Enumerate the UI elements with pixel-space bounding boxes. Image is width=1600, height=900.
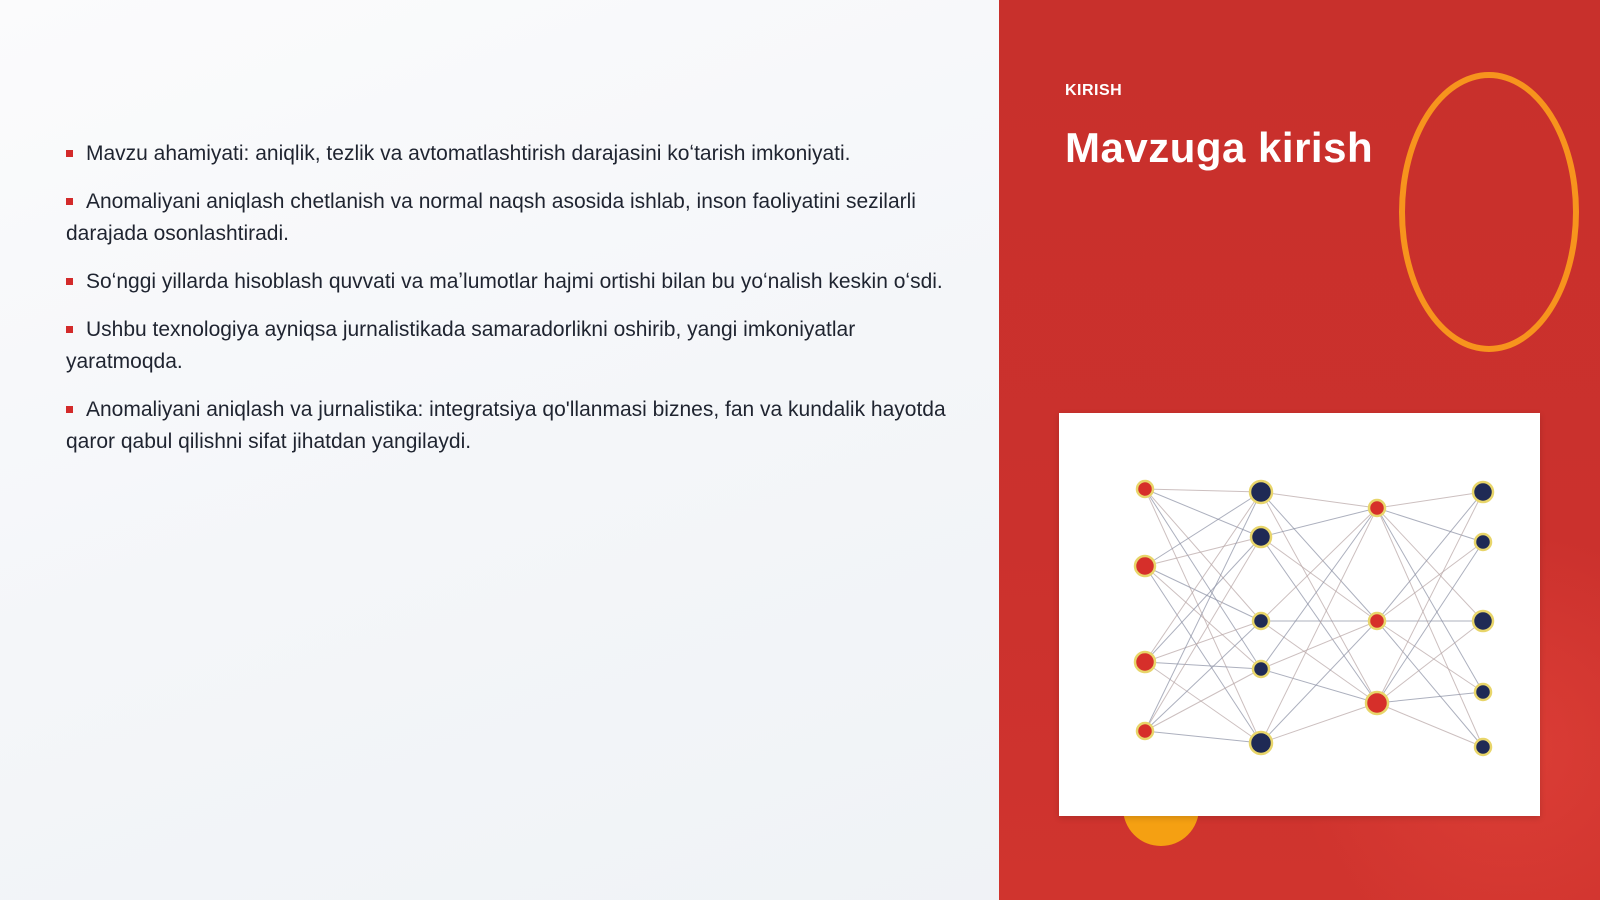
network-node-navy [1475,739,1491,755]
network-node-red [1137,481,1153,497]
network-edge [1261,537,1377,621]
bullet-text: Anomaliyani aniqlash chetlanish va normal naqsh asosida ishlab, inson faoliyatini sezilarli darajada osonlashtiradi. [66,190,916,245]
decorative-ring [1399,72,1579,352]
neural-network-image [1059,413,1540,816]
network-edge [1145,489,1261,537]
network-node-red [1369,613,1385,629]
network-edge [1145,566,1261,621]
network-edge [1261,508,1377,743]
network-node-red [1137,723,1153,739]
network-node-red [1366,692,1388,714]
network-edge [1261,537,1377,703]
network-node-red [1135,556,1155,576]
network-node-navy [1475,684,1491,700]
square-bullet-icon [66,278,73,285]
network-edge [1145,662,1261,669]
network-edge [1377,508,1483,692]
square-bullet-icon [66,198,73,205]
bullet-item [66,314,946,378]
network-edge [1377,621,1483,703]
title-panel [999,0,1600,900]
network-edge [1377,542,1483,703]
network-edge [1377,492,1483,703]
network-edge [1145,492,1261,662]
square-bullet-icon [66,406,73,413]
network-edge [1261,492,1377,508]
square-bullet-icon [66,150,73,157]
network-edge [1377,542,1483,621]
network-edge [1145,537,1261,566]
bullet-item [66,266,946,298]
network-node-navy [1250,732,1272,754]
network-edge [1261,669,1377,703]
network-edge [1377,508,1483,747]
network-edge [1377,621,1483,747]
network-edge [1377,492,1483,621]
network-node-navy [1253,613,1269,629]
bullet-text: Mavzu ahamiyati: aniqlik, tezlik va avtomatlashtirish darajasini koʻtarish imkoniyati. [86,142,851,165]
bullet-list [66,138,946,458]
bullet-text: Anomaliyani aniqlash va jurnalistika: integratsiya qo'llanmasi biznes, fan va kundalik hayotda qaror qabul qilishni sifat jihatdan yangilaydi. [66,398,946,453]
network-edge [1145,489,1261,492]
slide-title: Mavzuga kirish [1065,124,1374,171]
bullet-content [66,138,946,474]
network-edge [1145,669,1261,731]
network-edge [1261,621,1377,743]
network-node-navy [1473,611,1493,631]
neural-network-illustration-icon [1059,413,1540,816]
network-edge [1145,566,1261,743]
network-node-red [1369,500,1385,516]
bullet-item [66,186,946,250]
network-edge [1377,492,1483,508]
bullet-text: Ushbu texnologiya ayniqsa jurnalistikada samaradorlikni oshirib, yangi imkoniyatlar yaratmoqda. [66,318,856,373]
network-edge [1377,703,1483,747]
network-node-navy [1475,534,1491,550]
network-node-red [1135,652,1155,672]
network-edge [1261,703,1377,743]
section-label: KIRISH [1065,82,1123,99]
bullet-item [66,138,946,170]
network-node-navy [1250,481,1272,503]
network-edge [1377,621,1483,692]
square-bullet-icon [66,326,73,333]
network-edge [1261,492,1377,621]
network-node-navy [1253,661,1269,677]
network-edge [1261,492,1377,703]
bullet-item [66,394,946,458]
network-edge [1145,621,1261,731]
bullet-text: Soʻnggi yillarda hisoblash quvvati va maʼlumotlar hajmi ortishi bilan bu yoʻnalish keskin oʻsdi. [86,270,943,293]
network-edge [1377,692,1483,703]
network-edge [1145,731,1261,743]
network-edge [1145,566,1261,669]
network-edge [1261,508,1377,621]
network-node-navy [1473,482,1493,502]
network-node-navy [1251,527,1271,547]
